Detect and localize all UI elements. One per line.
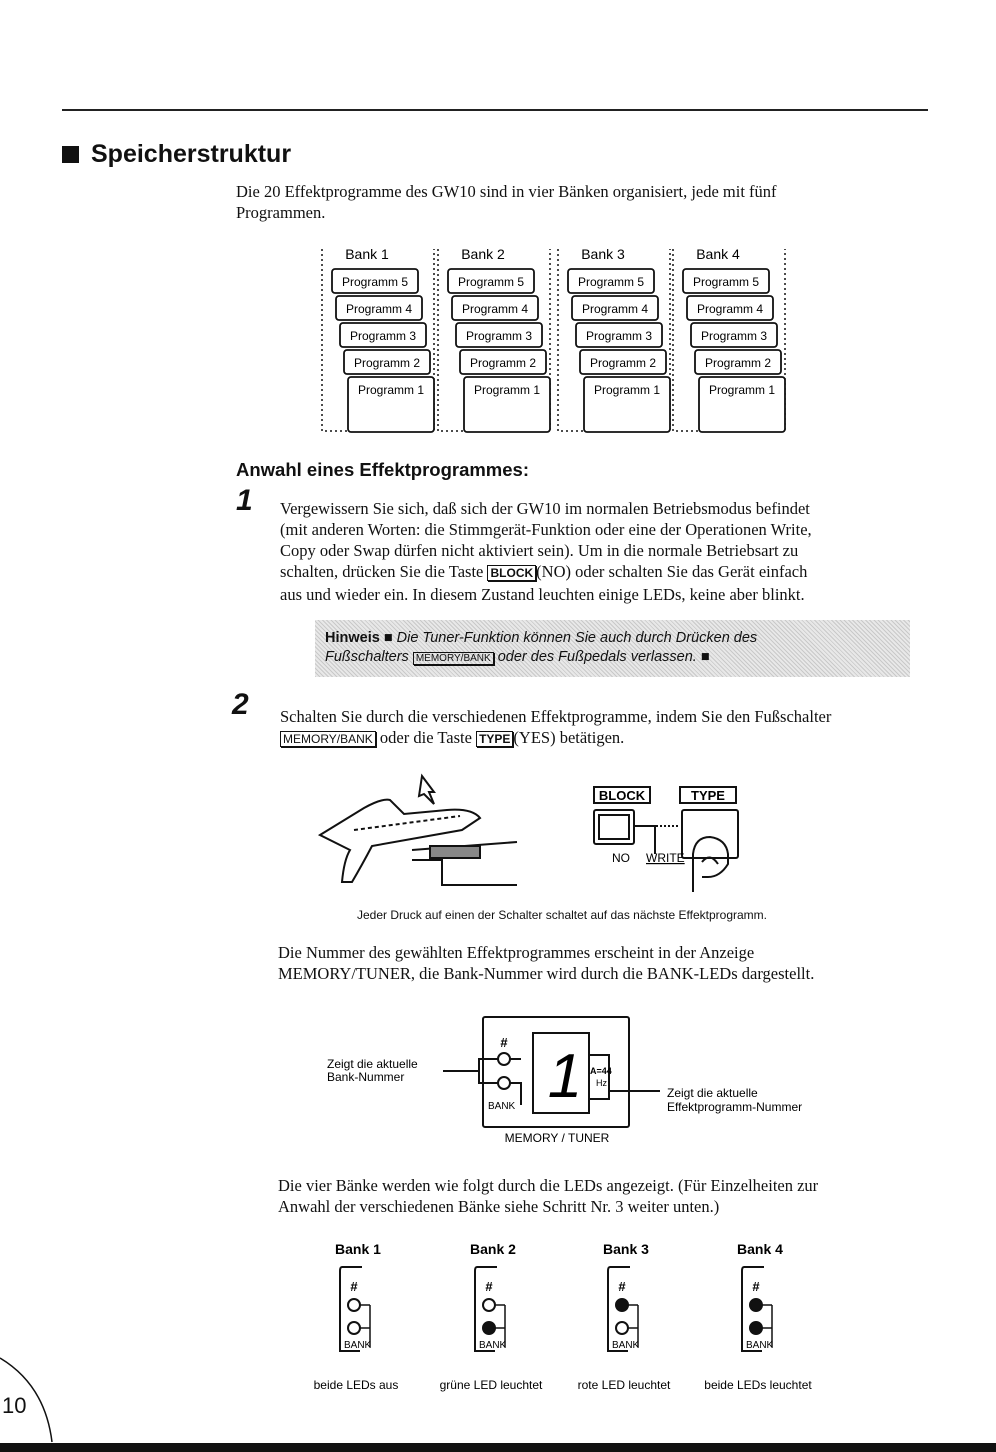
step2-line: Schalten Sie durch die verschiedenen Effektprogramme, indem Sie den Fußschalter bbox=[280, 707, 832, 726]
page-corner-curve bbox=[0, 1350, 60, 1445]
sharp-label: # bbox=[618, 1279, 626, 1294]
step2-line bbox=[280, 727, 831, 750]
hint-line: Die Tuner-Funktion können Sie auch durch Drücken des bbox=[396, 630, 758, 646]
sharp-label: # bbox=[752, 1279, 760, 1294]
bank-title: Bank 2 bbox=[461, 246, 505, 262]
bank-led-icon bbox=[616, 1322, 628, 1334]
type-label: TYPE bbox=[691, 788, 725, 803]
footswitch-icon bbox=[430, 846, 480, 858]
hz-label: Hz bbox=[596, 1078, 607, 1088]
right-annotation: Zeigt die aktuelle bbox=[667, 1086, 758, 1100]
hint-end-icon: ■ bbox=[700, 649, 710, 665]
step-number: 2 bbox=[232, 688, 249, 721]
subheading: Anwahl eines Effektprogrammes: bbox=[236, 459, 529, 480]
press-caption: Jeder Druck auf einen der Schalter schaltet auf das nächste Effektprogramm. bbox=[357, 908, 767, 922]
program-label: Programm 3 bbox=[700, 329, 768, 343]
memory-bank-key: MEMORY/BANK bbox=[413, 652, 494, 665]
four-banks-line: Anwahl der verschiedenen Bänke siehe Schritt Nr. 3 weiter unten.) bbox=[278, 1197, 720, 1216]
block-type-buttons bbox=[590, 782, 755, 892]
bank-title: Bank 1 bbox=[345, 246, 389, 262]
bank-led-icon bbox=[750, 1299, 762, 1311]
step2-paragraph bbox=[280, 706, 831, 750]
bank-label: BANK bbox=[488, 1101, 516, 1112]
memory-tuner-display bbox=[325, 1013, 830, 1153]
step2-text: oder die Taste bbox=[379, 728, 472, 747]
bank-title: Bank 3 bbox=[581, 246, 625, 262]
program-label: Programm 3 bbox=[465, 329, 533, 343]
right-annotation: Effektprogramm-Nummer bbox=[667, 1100, 803, 1114]
program-label: Programm 4 bbox=[345, 302, 413, 316]
bank-led-bank-label: BANK bbox=[344, 1340, 372, 1351]
program-label: Programm 5 bbox=[577, 275, 645, 289]
type-button-icon bbox=[682, 810, 738, 858]
shoe-icon bbox=[320, 800, 480, 882]
display-digit: 1 bbox=[547, 1042, 583, 1111]
section-title bbox=[62, 140, 291, 169]
display-paragraph bbox=[278, 942, 814, 984]
bank-led-caption: beide LEDs leuchtet bbox=[704, 1378, 812, 1392]
block-key: BLOCK bbox=[487, 565, 536, 581]
bank-led-icon bbox=[483, 1322, 495, 1334]
step1-line: aus und wieder ein. In diesem Zustand leuchten einige LEDs, keine aber blinkt. bbox=[280, 585, 805, 604]
step1-text: schalten, drücken Sie die Taste bbox=[280, 562, 484, 581]
hint-line: oder des Fußpedals verlassen. bbox=[497, 649, 697, 665]
bank-led-icon bbox=[348, 1299, 360, 1311]
bank-led-bank-label: BANK bbox=[746, 1340, 774, 1351]
step1-line: Copy oder Swap dürfen nicht aktiviert sein). Um in die normale Betriebsart zu bbox=[280, 541, 799, 560]
program-label: Programm 2 bbox=[469, 356, 537, 370]
program-label: Programm 4 bbox=[696, 302, 764, 316]
bank-led-bank-label: BANK bbox=[479, 1340, 507, 1351]
bank-led-title: Bank 3 bbox=[603, 1241, 649, 1257]
block-label: BLOCK bbox=[598, 788, 646, 803]
step1-line bbox=[280, 561, 812, 584]
program-label: Programm 5 bbox=[457, 275, 525, 289]
no-label: NO bbox=[612, 851, 630, 865]
finger-icon bbox=[693, 837, 728, 892]
sharp-label: # bbox=[500, 1035, 508, 1050]
hint-bullet-icon: ■ bbox=[383, 630, 393, 646]
four-banks-line: Die vier Bänke werden wie folgt durch die LEDs angezeigt. (Für Einzelheiten zur bbox=[278, 1176, 819, 1195]
program-label: Programm 2 bbox=[589, 356, 657, 370]
intro-line: Die 20 Effektprogramme des GW10 sind in vier Bänken organisiert, jede mit fünf bbox=[236, 182, 777, 201]
bank-led-caption: rote LED leuchtet bbox=[577, 1378, 671, 1392]
bank-led-title: Bank 4 bbox=[737, 1241, 783, 1257]
program-label: Programm 3 bbox=[349, 329, 417, 343]
memory-bank-key: MEMORY/BANK bbox=[280, 731, 376, 747]
bank-led-bank-label: BANK bbox=[612, 1340, 640, 1351]
left-annotation: Zeigt die aktuelle bbox=[327, 1057, 418, 1071]
program-label: Programm 1 bbox=[473, 383, 541, 397]
step-number: 1 bbox=[236, 484, 253, 517]
program-label: Programm 1 bbox=[357, 383, 425, 397]
bank-led-caption: beide LEDs aus bbox=[313, 1378, 399, 1392]
bank-led-icon bbox=[483, 1299, 495, 1311]
bottom-bar bbox=[0, 1443, 996, 1452]
footswitch-illustration bbox=[312, 770, 527, 892]
intro-line: Programmen. bbox=[236, 203, 326, 222]
hint-line: Fußschalters bbox=[325, 649, 409, 665]
program-label: Programm 1 bbox=[593, 383, 661, 397]
sharp-label: # bbox=[485, 1279, 493, 1294]
program-label: Programm 3 bbox=[585, 329, 653, 343]
step2-text: (YES) betätigen. bbox=[513, 728, 625, 747]
program-label: Programm 4 bbox=[581, 302, 649, 316]
display-line: Die Nummer des gewählten Effektprogrammes erscheint in der Anzeige bbox=[278, 943, 755, 962]
press-arrow-icon bbox=[419, 776, 434, 804]
page-number: 10 bbox=[2, 1393, 27, 1418]
bank-led-diagram bbox=[310, 1235, 870, 1397]
step1-text: (NO) oder schalten Sie das Gerät einfach bbox=[536, 562, 808, 581]
step1-line: (mit anderen Worten: die Stimmgerät-Funktion oder eine der Operationen Write, bbox=[280, 520, 812, 539]
section-title-text: Speicherstruktur bbox=[91, 140, 292, 168]
bank-led-icon bbox=[616, 1299, 628, 1311]
section-bullet-icon bbox=[62, 146, 79, 163]
step1-paragraph bbox=[280, 498, 812, 605]
four-banks-paragraph bbox=[278, 1175, 818, 1217]
program-label: Programm 1 bbox=[708, 383, 776, 397]
hint-text bbox=[325, 629, 905, 668]
left-annotation: Bank-Nummer bbox=[327, 1070, 405, 1084]
bank-led-title: Bank 2 bbox=[470, 1241, 516, 1257]
bank-led-icon bbox=[750, 1322, 762, 1334]
program-label: Programm 5 bbox=[692, 275, 760, 289]
type-key: TYPE bbox=[476, 731, 513, 747]
display-caption: MEMORY / TUNER bbox=[504, 1131, 610, 1145]
program-label: Programm 4 bbox=[461, 302, 529, 316]
step1-line: Vergewissern Sie sich, daß sich der GW10 im normalen Betriebsmodus befindet bbox=[280, 499, 810, 518]
bank-structure-diagram bbox=[318, 243, 798, 440]
program-label: Programm 2 bbox=[353, 356, 421, 370]
top-rule bbox=[62, 109, 928, 111]
led-icon bbox=[498, 1077, 510, 1089]
freq-label: A=44 bbox=[590, 1066, 612, 1076]
bank-led-caption: grüne LED leuchtet bbox=[439, 1378, 543, 1392]
program-label: Programm 2 bbox=[704, 356, 772, 370]
program-label: Programm 5 bbox=[341, 275, 409, 289]
bank-led-title: Bank 1 bbox=[335, 1241, 381, 1257]
hint-label: Hinweis bbox=[325, 630, 380, 646]
led-icon bbox=[498, 1053, 510, 1065]
intro-paragraph bbox=[236, 181, 777, 223]
bank-led-icon bbox=[348, 1322, 360, 1334]
display-line: MEMORY/TUNER, die Bank-Nummer wird durch die BANK-LEDs dargestellt. bbox=[278, 964, 815, 983]
hint-box bbox=[315, 620, 910, 677]
bank-title: Bank 4 bbox=[696, 246, 740, 262]
sharp-label: # bbox=[350, 1279, 358, 1294]
write-label: WRITE bbox=[646, 851, 685, 865]
